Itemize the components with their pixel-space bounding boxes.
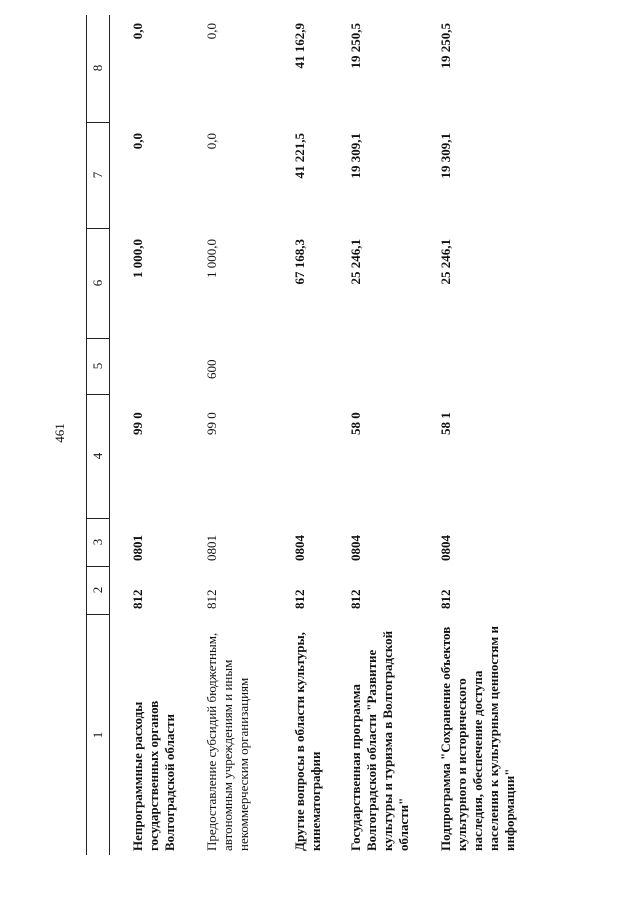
row-name: Непрограммные расходы государственных органов Волгоградской области <box>130 700 177 851</box>
row-code-3: 0804 <box>348 535 363 561</box>
header-col-1: 1 <box>90 731 105 739</box>
row-value-7: 41 221,5 <box>292 133 307 179</box>
row-code-2: 812 <box>292 589 307 609</box>
row-name: Подпрограмма "Сохранение объектов культурного и исторического наследия, обеспечение доступа населения к культурным ценностям и информации" <box>438 626 517 851</box>
row-value-6: 25 246,1 <box>438 239 453 285</box>
row-value-6: 1 000,0 <box>204 239 219 278</box>
row-name: Государственная программа Волгоградской области "Развитие культуры и туризма в Волгоградской области" <box>348 630 411 851</box>
row-code-4: 58 1 <box>438 412 453 435</box>
row-name: Другие вопросы в области культуры, кинематографии <box>292 632 323 851</box>
row-code-4: 58 0 <box>348 412 363 435</box>
row-value-8: 19 250,5 <box>438 23 453 69</box>
row-code-2: 812 <box>204 589 219 609</box>
row-value-8: 41 162,9 <box>292 23 307 69</box>
row-code-2: 812 <box>130 589 145 609</box>
page-number: 461 <box>52 423 67 443</box>
row-code-3: 0804 <box>438 535 453 561</box>
row-code-4: 99 0 <box>204 412 219 435</box>
row-code-3: 0801 <box>204 535 219 561</box>
header-col-7: 7 <box>87 122 109 229</box>
row-code-4: 99 0 <box>130 412 145 435</box>
row-code-5: 600 <box>204 359 219 379</box>
row-value-6: 25 246,1 <box>348 239 363 285</box>
header-col-6: 6 <box>87 228 109 339</box>
table-header <box>86 15 110 855</box>
row-code-3: 0804 <box>292 535 307 561</box>
budget-table <box>86 15 526 855</box>
header-col-5: 5 <box>87 338 109 395</box>
row-value-7: 0,0 <box>204 133 219 150</box>
row-code-2: 812 <box>438 589 453 609</box>
row-code-2: 812 <box>348 589 363 609</box>
row-code-3: 0801 <box>130 535 145 561</box>
row-value-6: 67 168,3 <box>292 239 307 285</box>
row-value-8: 19 250,5 <box>348 23 363 69</box>
row-value-8: 0,0 <box>130 23 145 40</box>
header-col-4: 4 <box>87 394 109 519</box>
row-value-7: 0,0 <box>130 133 145 150</box>
row-name: Предоставление субсидий бюджетным, автономным учреждениям и иным некоммерческим организациям <box>204 632 251 851</box>
header-col-3: 3 <box>87 518 109 567</box>
row-value-7: 19 309,1 <box>348 133 363 179</box>
header-col-8: 8 <box>87 14 109 123</box>
header-col-2: 2 <box>87 566 109 615</box>
row-value-8: 0,0 <box>204 23 219 40</box>
row-value-6: 1 000,0 <box>130 239 145 278</box>
row-value-7: 19 309,1 <box>438 133 453 179</box>
